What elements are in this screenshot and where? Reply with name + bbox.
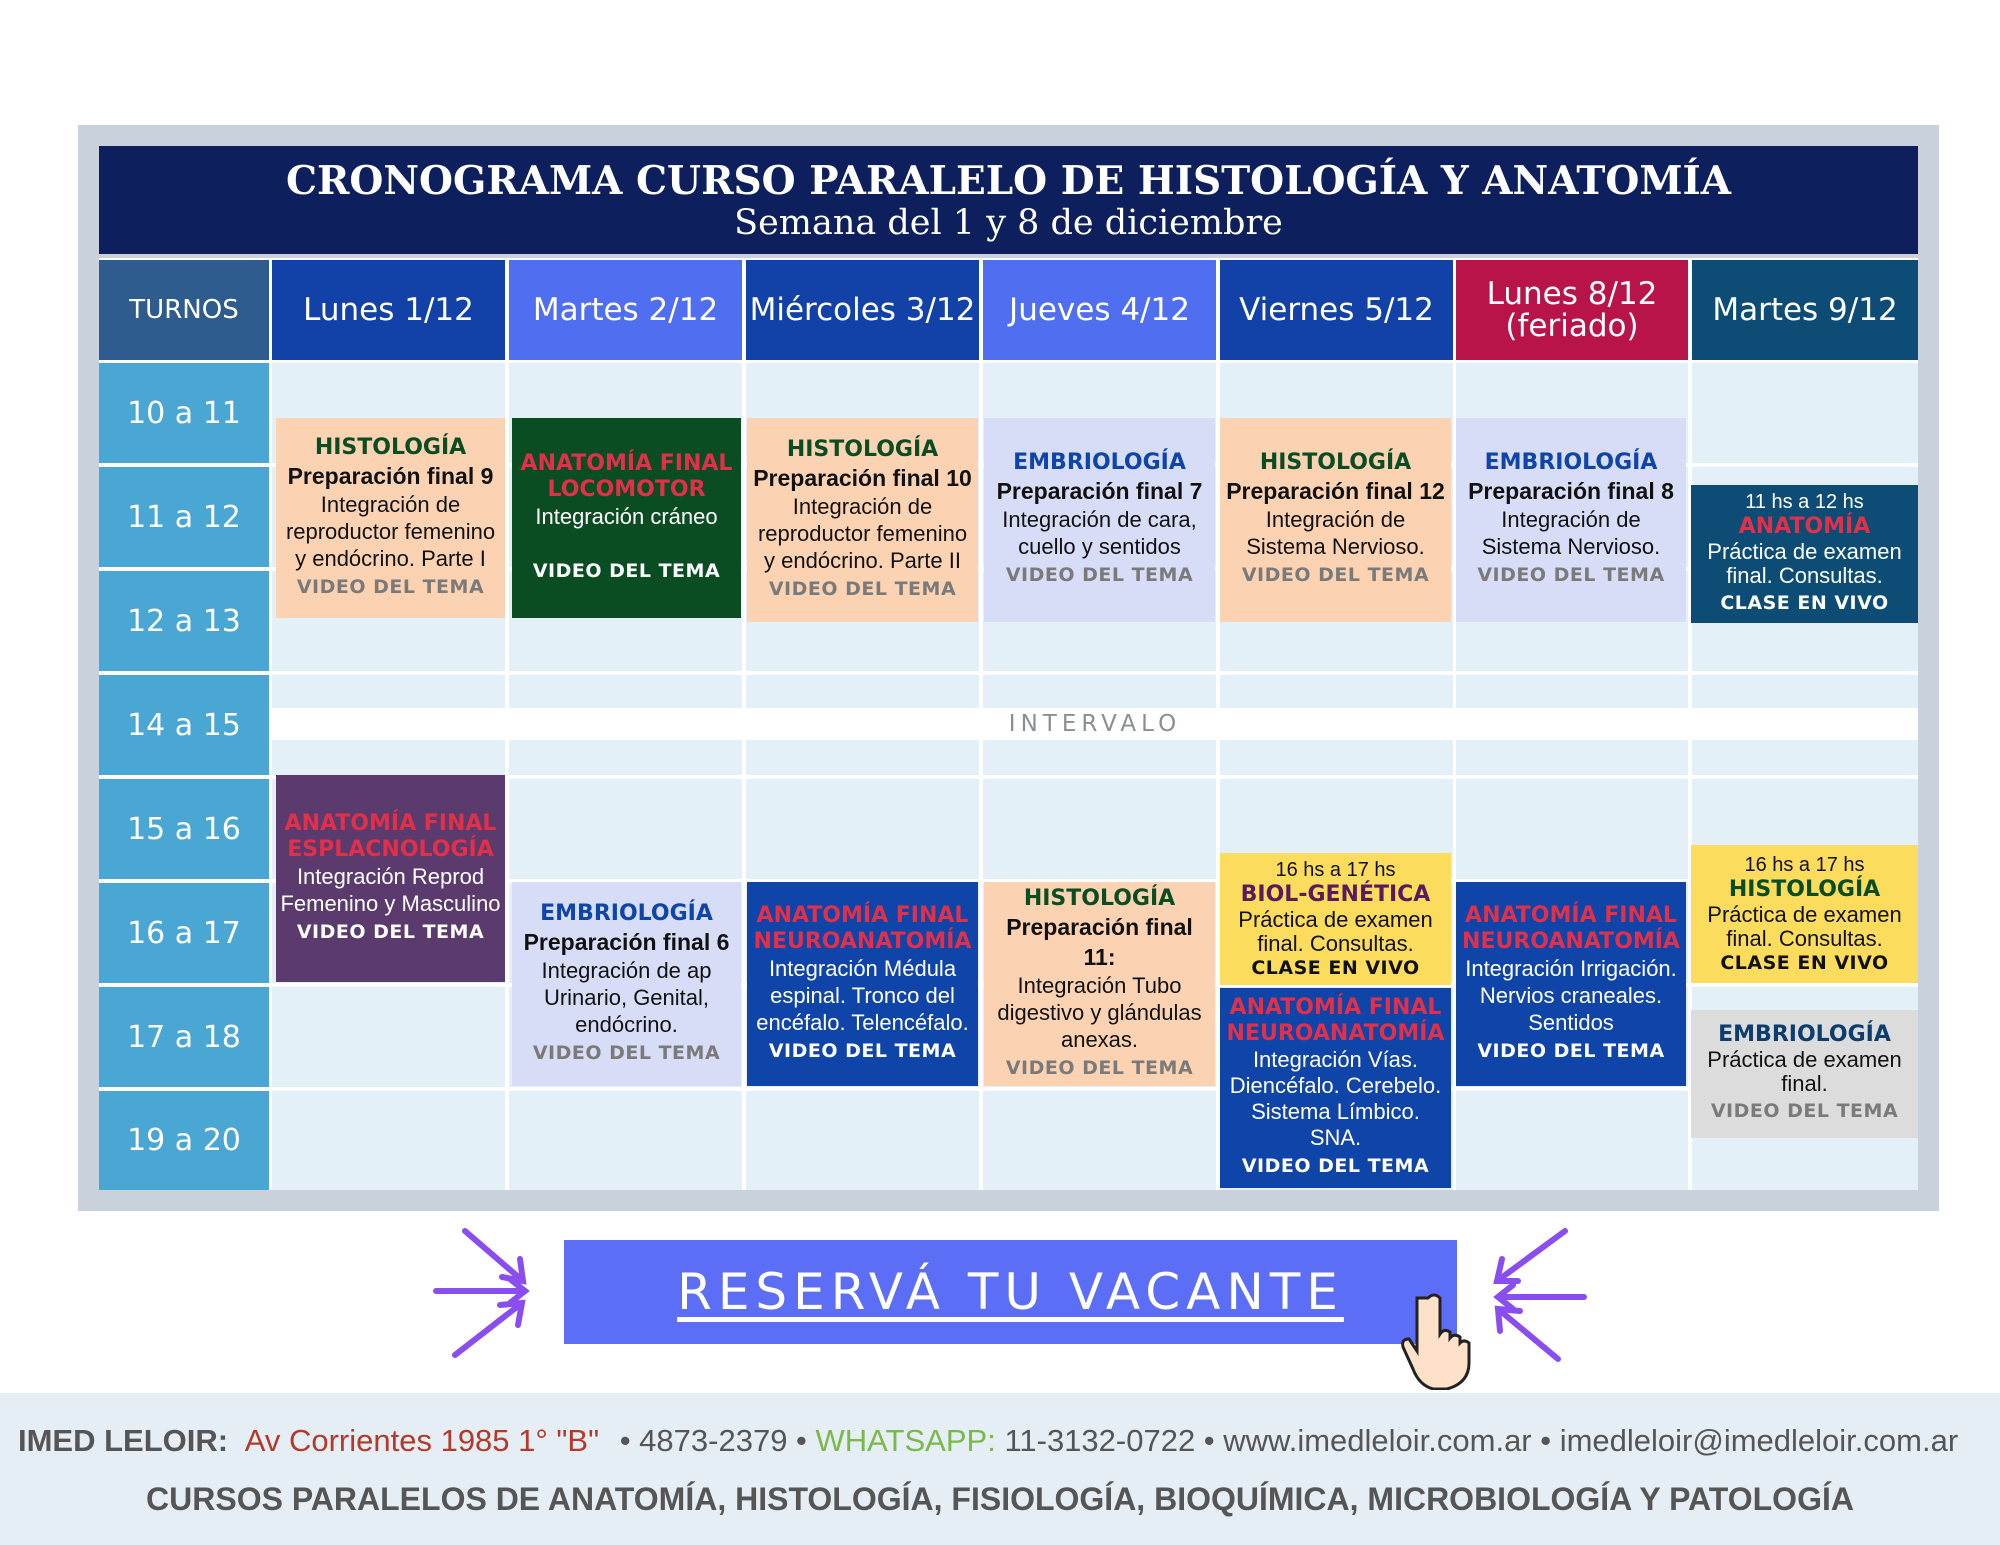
card-body: Integración Irrigación. Nervios craneales. Sentidos bbox=[1465, 955, 1677, 1035]
card-title: Preparación final 8 bbox=[1468, 478, 1674, 504]
schedule-card[interactable] bbox=[747, 418, 978, 622]
hour-16-17: 16 a 17 bbox=[99, 883, 269, 983]
card-body: Integración Médula espinal. Tronco del encéfalo. Telencéfalo. bbox=[756, 955, 969, 1035]
card-subject: ANATOMÍA FINAL NEUROANATOMÍA bbox=[1462, 902, 1680, 954]
card-body: Integración de Sistema Nervioso. bbox=[1481, 507, 1661, 559]
card-video-link[interactable]: VIDEO DEL TEMA bbox=[1005, 564, 1194, 586]
footer-whatsapp-label: WHATSAPP: bbox=[815, 1423, 996, 1458]
card-video-link[interactable]: VIDEO DEL TEMA bbox=[1477, 1039, 1665, 1062]
card-time: 11 hs a 12 hs bbox=[1745, 491, 1864, 513]
card-body: Integración Tubo digestivo y glándulas anexas. bbox=[997, 972, 1202, 1052]
card-title: Preparación final 10 bbox=[753, 464, 972, 491]
card-video-link[interactable]: VIDEO DEL TEMA bbox=[296, 575, 485, 598]
card-subject: HISTOLOGÍA bbox=[1728, 877, 1881, 902]
card-video-link[interactable]: VIDEO DEL TEMA bbox=[532, 559, 721, 582]
schedule-card[interactable] bbox=[984, 882, 1215, 1086]
schedule-card[interactable] bbox=[1691, 485, 1918, 623]
card-body: Integración cráneo bbox=[535, 503, 718, 529]
grid-cell bbox=[509, 779, 742, 879]
day-header-jueves-4: Jueves 4/12 bbox=[983, 260, 1216, 360]
card-title: Preparación final 7 bbox=[996, 478, 1203, 504]
card-subject: HISTOLOGÍA bbox=[786, 436, 939, 462]
schedule-card[interactable] bbox=[512, 882, 741, 1086]
card-subject: HISTOLOGÍA bbox=[1023, 885, 1176, 911]
arrows-right-icon bbox=[1480, 1225, 1590, 1365]
schedule-card[interactable] bbox=[1220, 853, 1451, 985]
card-video-link[interactable]: VIDEO DEL TEMA bbox=[1005, 1056, 1194, 1079]
schedule-title-bar bbox=[99, 146, 1918, 254]
pointer-hand-icon bbox=[1400, 1290, 1480, 1390]
card-body: Práctica de examen final. Consultas. bbox=[1238, 907, 1433, 956]
card-body: Integración de Sistema Nervioso. bbox=[1246, 507, 1425, 559]
grid-cell bbox=[1456, 779, 1688, 879]
hour-12-13: 12 a 13 bbox=[99, 571, 269, 671]
card-subject: ANATOMÍA FINAL ESPLACNOLOGÍA bbox=[284, 810, 497, 862]
schedule-card[interactable] bbox=[276, 418, 505, 618]
card-live-link[interactable]: CLASE EN VIVO bbox=[1720, 592, 1889, 614]
card-time: 16 hs a 17 hs bbox=[1275, 859, 1396, 881]
hour-10-11: 10 a 11 bbox=[99, 363, 269, 463]
grid-cell bbox=[1692, 363, 1918, 463]
card-video-link[interactable]: VIDEO DEL TEMA bbox=[1477, 564, 1665, 586]
turnos-header: TURNOS bbox=[99, 260, 269, 360]
hour-11-12: 11 a 12 bbox=[99, 467, 269, 567]
card-title: Preparación final 9 bbox=[287, 462, 494, 489]
card-video-link[interactable]: VIDEO DEL TEMA bbox=[296, 920, 485, 943]
schedule-card[interactable] bbox=[276, 775, 505, 982]
grid-cell bbox=[746, 1091, 979, 1190]
hour-17-18: 17 a 18 bbox=[99, 987, 269, 1087]
card-video-link[interactable]: VIDEO DEL TEMA bbox=[1710, 1100, 1899, 1122]
footer-brand: IMED LELOIR: bbox=[18, 1423, 229, 1458]
reserve-vacancy-button[interactable]: RESERVÁ TU VACANTE bbox=[564, 1240, 1457, 1344]
card-live-link[interactable]: CLASE EN VIVO bbox=[1720, 952, 1889, 974]
day-header-martes-2: Martes 2/12 bbox=[509, 260, 742, 360]
grid-cell bbox=[509, 1091, 742, 1190]
schedule-card[interactable] bbox=[1691, 1010, 1918, 1138]
schedule-card[interactable] bbox=[1456, 418, 1686, 622]
card-video-link[interactable]: VIDEO DEL TEMA bbox=[768, 1039, 957, 1062]
day-header-lunes-8-feriado: Lunes 8/12 (feriado) bbox=[1456, 260, 1688, 360]
card-subject: ANATOMÍA FINAL NEUROANATOMÍA bbox=[753, 902, 972, 954]
footer-phone: • 4873-2379 • bbox=[619, 1423, 807, 1458]
grid-cell bbox=[746, 779, 979, 879]
grid-cell bbox=[1456, 1091, 1688, 1190]
card-title: Preparación final 6 bbox=[523, 928, 730, 955]
card-body: Integración de cara, cuello y sentidos bbox=[1002, 507, 1197, 559]
day-header-martes-9: Martes 9/12 bbox=[1692, 260, 1918, 360]
interval-band: INTERVALO bbox=[272, 708, 1918, 740]
card-subject: ANATOMÍA FINAL NEUROANATOMÍA bbox=[1226, 995, 1445, 1046]
card-subject: ANATOMÍA FINAL LOCOMOTOR bbox=[520, 450, 733, 502]
card-body: Práctica de examen final. bbox=[1707, 1047, 1902, 1096]
grid-cell bbox=[272, 987, 505, 1087]
schedule-card[interactable] bbox=[1691, 845, 1918, 983]
card-body: Integración de reproductor femenino y endócrino. Parte II bbox=[757, 493, 968, 573]
card-time: 16 hs a 17 hs bbox=[1744, 854, 1865, 876]
footer-address: Av Corrientes 1985 1° "B" bbox=[244, 1423, 600, 1458]
grid-cell bbox=[983, 1091, 1216, 1190]
arrows-left-icon bbox=[430, 1225, 540, 1365]
grid-cell bbox=[983, 779, 1216, 879]
hour-15-16: 15 a 16 bbox=[99, 779, 269, 879]
card-live-link[interactable]: CLASE EN VIVO bbox=[1251, 957, 1420, 979]
card-video-link[interactable]: VIDEO DEL TEMA bbox=[1241, 1155, 1430, 1177]
grid-cell bbox=[272, 1091, 505, 1190]
card-title: Preparación final 11: bbox=[1006, 913, 1193, 970]
footer bbox=[0, 1393, 2000, 1545]
footer-whatsapp-number[interactable]: 11-3132-0722 • www.imedleloir.com.ar • imedleloir@imedleloir.com.ar bbox=[1004, 1423, 1959, 1458]
page-subtitle: Semana del 1 y 8 de diciembre bbox=[734, 203, 1283, 243]
footer-courses: CURSOS PARALELOS DE ANATOMÍA, HISTOLOGÍA, FISIOLOGÍA, BIOQUÍMICA, MICROBIOLOGÍA Y PATOLOGÍA bbox=[146, 1481, 1854, 1517]
schedule-card[interactable] bbox=[747, 882, 978, 1086]
hour-14-15: 14 a 15 bbox=[99, 675, 269, 775]
schedule-card[interactable] bbox=[1220, 418, 1451, 622]
card-video-link[interactable]: VIDEO DEL TEMA bbox=[532, 1041, 721, 1064]
day-header-viernes-5: Viernes 5/12 bbox=[1220, 260, 1453, 360]
card-subject: HISTOLOGÍA bbox=[314, 434, 467, 460]
card-body: Integración de ap Urinario, Genital, endócrino. bbox=[541, 957, 712, 1037]
card-subject: HISTOLOGÍA bbox=[1259, 450, 1412, 475]
card-body: Práctica de examen final. Consultas. bbox=[1707, 539, 1902, 588]
card-subject: EMBRIOLOGÍA bbox=[1484, 450, 1658, 475]
schedule-card[interactable] bbox=[1456, 882, 1686, 1086]
schedule-card[interactable] bbox=[984, 418, 1215, 622]
hour-19-20: 19 a 20 bbox=[99, 1091, 269, 1190]
footer-contact-line bbox=[18, 1423, 1958, 1459]
card-subject: ANATOMÍA bbox=[1738, 514, 1871, 539]
card-subject: BIOL-GENÉTICA bbox=[1240, 882, 1431, 907]
schedule-card[interactable] bbox=[1220, 988, 1451, 1188]
card-body: Integración Reprod Femenino y Masculino bbox=[280, 863, 501, 916]
day-header-lunes-1: Lunes 1/12 bbox=[272, 260, 505, 360]
schedule-card[interactable] bbox=[512, 418, 741, 618]
page-title: CRONOGRAMA CURSO PARALELO DE HISTOLOGÍA Y ANATOMÍA bbox=[285, 158, 1732, 204]
card-body: Integración de reproductor femenino y endócrino. Parte I bbox=[285, 491, 496, 571]
card-body: Integración Vías. Diencéfalo. Cerebelo. Sistema Límbico. SNA. bbox=[1229, 1047, 1442, 1150]
card-title: Preparación final 12 bbox=[1226, 478, 1445, 504]
card-subject: EMBRIOLOGÍA bbox=[1013, 450, 1186, 475]
card-video-link[interactable]: VIDEO DEL TEMA bbox=[768, 577, 957, 600]
card-subject: EMBRIOLOGÍA bbox=[540, 900, 713, 926]
day-header-miercoles-3: Miércoles 3/12 bbox=[746, 260, 979, 360]
card-body: Práctica de examen final. Consultas. bbox=[1707, 902, 1902, 951]
card-subject: EMBRIOLOGÍA bbox=[1718, 1022, 1891, 1047]
card-video-link[interactable]: VIDEO DEL TEMA bbox=[1241, 564, 1430, 586]
